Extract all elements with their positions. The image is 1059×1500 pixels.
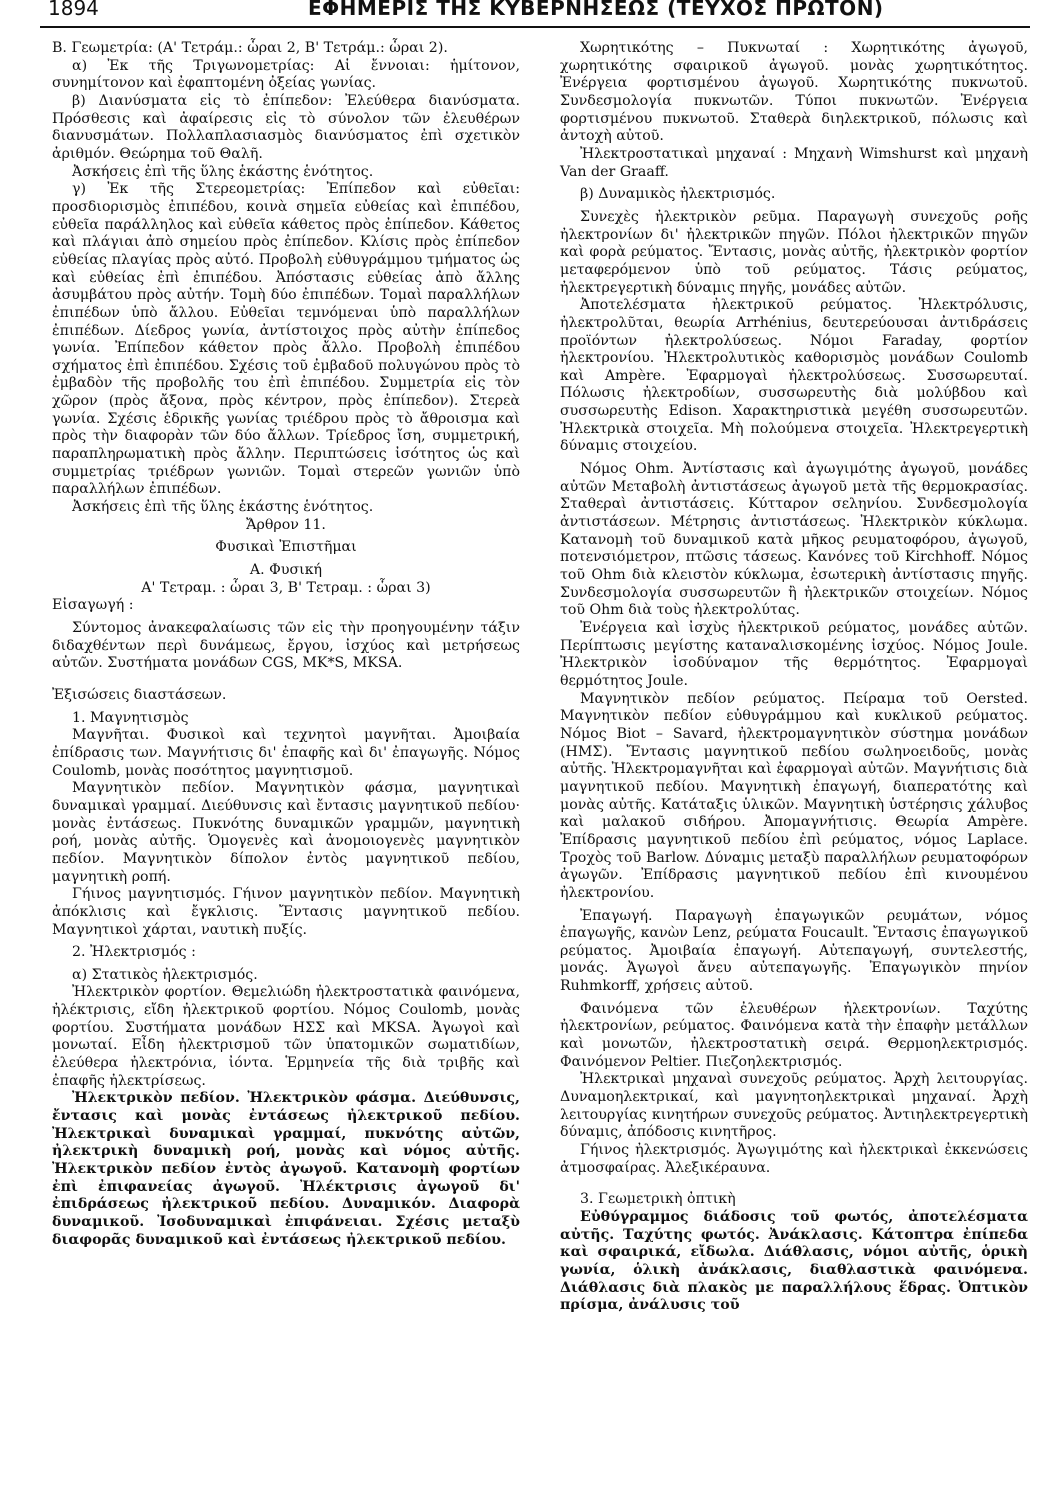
right-column: [560, 40, 1028, 1315]
geometry-heading: Β. Γεωμετρία: (Α' Τετράμ.: ὧραι 2, Β' Τετράμ.: ὧραι 2).: [52, 40, 448, 56]
earth-electricity-paragraph: Γήινος ἠλεκτρισμός. Ἀγωγιμότης καὶ ἠλεκτρικαὶ ἐκκενώσεις ἀτμοσφαίρας. Ἀλεξικέραυνα.: [560, 1142, 1028, 1176]
static-electricity-heading: α) Στατικὸς ἠλεκτρισμός.: [72, 966, 258, 983]
electricity-heading: 2. Ἠλεκτρισμός :: [72, 944, 196, 961]
dc-machines-paragraph: Ἠλεκτρικαὶ μηχαναὶ συνεχοῦς ρεύματος. Ἀρχὴ λειτουργίας. Δυναμοηλεκτρικαί, καὶ μαγνητοηλεκτρικαὶ μηχαναί. Ἀρχὴ λειτουργίας κινητήρων συνεχοῦς ρεύματος. Ἀντιηλεκτρεγερτικὴ δύναμις, ἀπόδοσις κινητῆρος.: [560, 1071, 1028, 1141]
exercises-line-1: Ἀσκήσεις ἐπὶ τῆς ὕλης ἑκάστης ἑνότητος.: [72, 163, 374, 180]
induction-paragraph: Ἐπαγωγή. Παραγωγὴ ἐπαγωγικῶν ρευμάτων, νόμος ἐπαγωγῆς, κανὼν Lenz, ρεύματα Foucault. Ἔντασις ἐπαγωγικοῦ ρεύματος. Ἀμοιβαία ἐπαγωγή. Αὐτεπαγωγή, συντελεστής, μονάς. Ἀγωγοὶ ἄνευ αὐτεπαγωγῆς. Ἐπαγωγικὸν πηνίον Ruhmkorff, χρήσεις αὐτοῦ.: [560, 907, 1028, 995]
dimension-equations: Ἐξισώσεις διαστάσεων.: [52, 686, 227, 703]
magnets-paragraph: Μαγνῆται. Φυσικοὶ καὶ τεχνητοὶ μαγνῆται. Ἀμοιβαία ἐπίδρασις των. Μαγνήτισις δι' ἐπαφῆς καὶ δι' ἐπαγωγῆς. Νόμος Coulomb, μονὰς ποσότητος μαγνητισμοῦ.: [52, 727, 520, 779]
left-column: [52, 40, 520, 1249]
earth-magnetism-paragraph: Γήινος μαγνητισμός. Γήινον μαγνητικὸν πεδίον. Μαγνητικὴ ἀπόκλισις καὶ ἔγκλισις. Ἔντασις μαγνητικοῦ πεδίου. Μαγνητικοὶ χάρται, ναυτικὴ πυξίς.: [52, 886, 520, 938]
geometric-optics-heading: 3. Γεωμετρικὴ ὀπτικὴ: [580, 1191, 736, 1208]
physics-hours: Α' Τετραμ. : ὧραι 3, Β' Τετραμ. : ὧραι 3): [141, 579, 431, 596]
page-header: [40, 0, 1030, 28]
ohm-law-paragraph: Νόμος Ohm. Ἀντίστασις καὶ ἀγωγιμότης ἀγωγοῦ, μονάδες αὐτῶν Μεταβολὴ ἀντιστάσεως ἀγωγοῦ μετὰ τῆς θερμοκρασίας. Σταθεραὶ ἀντιστάσεις. Κύτταρον σεληνίου. Συνδεσμολογία ἀντιστάσεων. Μέτρησις ἀντιστάσεως. Ἠλεκτρικὸν κύκλωμα. Κατανομὴ τοῦ δυναμικοῦ κατὰ μῆκος ρευματοφόρου, ἀγωγοῦ, ποτενσιόμετρον, πτῶσις τάσεως. Κανόνες τοῦ Kirchhoff. Νόμος τοῦ Ohm διὰ κλειστὸν κύκλωμα, ἐσωτερικὴ ἀντίστασις πηγῆς. Συνδεσμολογία συσσωρευτῶν ἢ ἠλεκτρικῶν στοιχείων. Νόμος τοῦ Ohm διὰ τοὺς ἠλεκτρολύτας.: [560, 461, 1028, 619]
electrostatic-machines-paragraph: Ἠλεκτροστατικαὶ μηχαναί : Μηχανὴ Wimshurst καὶ μηχανὴ Van der Graaff.: [560, 145, 1028, 180]
free-electrons-paragraph: Φαινόμενα τῶν ἐλευθέρων ἠλεκτρονίων. Ταχύτης ἠλεκτρονίων, ρεύματος. Φαινόμενα κατὰ τὴν ἐπαφὴν μετάλλων καὶ μονωτῶν, ἠλεκτροστατικὴ σειρά. Θερμοηλεκτρισμός. Φαινόμενον Peltier. Πιεζοηλεκτρισμός.: [560, 1000, 1028, 1070]
vectors-paragraph: β) Διανύσματα εἰς τὸ ἐπίπεδον: Ἐλεύθερα διανύσματα. Πρόσθεσις καὶ ἀφαίρεσις εἰς τὸ σύνολον τῶν ἐλευθέρων διανυσμάτων. Πολλαπλασιασμὸς διανύσματος ἐπὶ σχετικὸν ἀριθμόν. Θεώρημα τοῦ Θαλῆ.: [52, 92, 520, 162]
electric-charge-paragraph: Ἠλεκτρικὸν φορτίον. Θεμελιώδη ἠλεκτροστατικὰ φαινόμενα, ἠλέκτρισις, εἴδη ἠλεκτρικοῦ φορτίου. Νόμος Coulomb, μονὰς φορτίου. Συστήματα μονάδων ΗΣΣ καὶ MKSA. Ἀγωγοὶ καὶ μονωταί. Εἶδη ἠλεκτρισμοῦ τῶν ὑπατομικῶν σωματιδίων, ἐλεύθερα ἠλεκτρόνια, ἰόντα. Ἑρμηνεία τῆς διὰ τριβῆς καὶ ἐπαφῆς ἠλεκτρίσεως.: [52, 984, 520, 1089]
introduction-paragraph: Σύντομος ἀνακεφαλαίωσις τῶν εἰς τὴν προηγουμένην τάξιν διδαχθέντων περὶ δυνάμεως, ἔργου, ἰσχύος καὶ μετρήσεως αὐτῶν. Συστήματα μονάδων CGS, MK*S, MKSA.: [52, 620, 520, 672]
joule-paragraph: Ἐνέργεια καὶ ἰσχὺς ἠλεκτρικοῦ ρεύματος, μονάδες αὐτῶν. Περίπτωσις μεγίστης καταναλισκομένης ἰσχύος. Νόμος Joule. Ἠλεκτρικὸν ἰσοδύναμον τῆς θερμότητος. Ἐφαρμογαὶ θερμότητος Joule.: [560, 620, 1028, 689]
trigonometry-paragraph: α) Ἐκ τῆς Τριγωνομετρίας: Αἱ ἔννοιαι: ἡμίτονον, συνημίτονον καὶ ἐφαπτομένη ὀξείας γωνίας.: [52, 57, 520, 92]
magnetism-heading: 1. Μαγνητισμὸς: [72, 709, 189, 726]
sciences-heading: Φυσικαὶ Ἐπιστῆμαι: [215, 539, 357, 556]
dynamic-electricity-heading: β) Δυναμικὸς ἠλεκτρισμός.: [580, 186, 776, 203]
current-effects-paragraph: Ἀποτελέσματα ἠλεκτρικοῦ ρεύματος. Ἠλεκτρόλυσις, ἠλεκτρολῦται, θεωρία Arrhénius, δευτερεύουσαι ἀντιδράσεις προϊόντων ἠλεκτρολύσεως. Νόμοι Faraday, φορτίον ἠλεκτρονίου. Ἠλεκτρολυτικὸς καθορισμὸς μονάδων Coulomb καὶ Ampère. Ἐφαρμογαὶ ἠλεκτρολύσεως. Συσσωρευταί. Πόλωσις ἠλεκτροδίων, συσσωρευτὴς διὰ μολύβδου καὶ συσσωρευτὴς Edison. Χαρακτηριστικὰ μεγέθη συσσωρευτῶν. Ἠλεκτρικὰ στοιχεῖα. Μὴ πολούμενα στοιχεῖα. Ἠλεκτρεγερτικὴ δύναμις στοιχείου.: [560, 297, 1028, 455]
capacitance-paragraph: Χωρητικότης – Πυκνωταί : Χωρητικότης ἀγωγοῦ, χωρητικότης σφαιρικοῦ ἀγωγοῦ. μονὰς χωρητικότητος. Ἐνέργεια φορτισμένου ἀγωγοῦ. Χωρητικότης πυκνωτοῦ. Συνδεσμολογία πυκνωτῶν. Τύποι πυκνωτῶν. Ἐνέργεια φορτισμένου πυκνωτοῦ. Σταθερὰ διηλεκτρικοῦ, πόλωσις καὶ ἀντοχὴ αὐτοῦ.: [560, 40, 1028, 145]
gazette-title: ΕΦΗΜΕΡΙΣ ΤΗΣ ΚΥΒΕΡΝΗΣΕΩΣ (ΤΕΥΧΟΣ ΠΡΩΤΟΝ): [308, 0, 884, 20]
article-number: Ἄρθρον 11.: [246, 516, 326, 533]
stereometry-paragraph: γ) Ἐκ τῆς Στερεομετρίας: Ἐπίπεδον καὶ εὐθεῖαι: προσδιορισμὸς ἐπιπέδου, κοινὰ σημεῖα εὐθείας καὶ ἐπιπέδου, εὐθεῖα παράλληλος καὶ εὐθεῖα κάθετος πρὸς ἐπίπεδον. Κάθετος καὶ πλάγιαι ἀπὸ σημείου πρὸς ἐπίπεδον. Κλίσις πρὸς ἐπίπεδον εὐθείας πλαγίας πρὸς αὐτό. Προβολὴ εὐθυγράμμου τμήματος ὡς καὶ εὐθείας ἐπὶ ἐπιπέδου. Ἀπόστασις εὐθείας ἀπὸ ἄλλης ἀσυμβάτου πρὸς αὐτήν. Τομὴ δύο ἐπιπέδων. Τομαὶ παραλλήλων ἐπιπέδων ὑπὸ ἄλλου. Εὐθεῖαι τεμνόμεναι ὑπὸ παραλλήλων ἐπιπέδων. Δίεδρος γωνία, ἀντίστοιχος πρὸς αὐτὴν ἐπίπεδος γωνία. Ἐπίπεδον κάθετον πρὸς ἄλλο. Προβολὴ ἐπιπέδου σχήματος ἐπὶ ἐπιπέδου. Σχέσις τοῦ ἐμβαδοῦ πολυγώνου πρὸς τὸ ἐμβαδὸν τῆς προβολῆς του ἐπὶ ἐπιπέδου. Συμμετρία εἰς τὸν χῶρον (πρὸς ἄξονα, πρὸς κέντρον, πρὸς ἐπίπεδον). Στερεὰ γωνία. Σχέσις ἑδρικῆς γωνίας τριέδρου πρὸς τὸ ἄθροισμα καὶ πρὸς τὴν διαφορὰν τῶν δύο ἄλλων. Τρίεδρος ἴση, συμμετρική, παραπληρωματικὴ πρὸς ἄλλην. Περιπτώσεις ἰσότητος ὡς καὶ συμμετρίας τριέδρων γωνιῶν. Τομαὶ στερεῶν γωνιῶν ὑπὸ παραλλήλων ἐπιπέδων.: [52, 181, 520, 498]
physics-heading: Α. Φυσική: [249, 562, 323, 579]
electric-field-paragraph: Ἠλεκτρικὸν πεδίον. Ἠλεκτρικὸν φάσμα. Διεύθυνσις, ἔντασις καὶ μονὰς ἐντάσεως ἠλεκτρικοῦ πεδίου. Ἠλεκτρικαὶ δυναμικαὶ γραμμαί, πυκνότης αὐτῶν, ἠλεκτρικὴ δυναμικὴ ροή, μονὰς καὶ νόμος αὐτῆς. Ἠλεκτρικὸν πεδίον ἐντὸς ἀγωγοῦ. Κατανομὴ φορτίων ἐπὶ ἐπιφανείας ἀγωγοῦ. Ἠλέκτρισις ἀγωγοῦ δι' ἐπιδράσεως ἠλεκτρικοῦ πεδίου. Δυναμικόν. Διαφορὰ δυναμικοῦ. Ἰσοδυναμικαὶ ἐπιφάνειαι. Σχέσις μεταξὺ διαφορᾶς δυναμικοῦ καὶ ἐντάσεως ἠλεκτρικοῦ πεδίου.: [52, 1090, 520, 1248]
page-number: 1894: [48, 0, 99, 20]
magnetic-field-paragraph: Μαγνητικὸν πεδίον. Μαγνητικὸν φάσμα, μαγνητικαὶ δυναμικαὶ γραμμαί. Διεύθυνσις καὶ ἔντασις μαγνητικοῦ πεδίου· μονὰς ἐντάσεως. Πυκνότης δυναμικῶν γραμμῶν, μαγνητικὴ ροή, μονὰς αὐτῆς. Ὁμογενὲς καὶ ἀνομοιογενὲς μαγνητικὸν πεδίον. Μαγνητικὸν δίπολον ἐντὸς μαγνητικοῦ πεδίου, μαγνητικὴ ροπή.: [52, 780, 520, 885]
introduction-label: Εἰσαγωγή :: [52, 597, 134, 614]
light-propagation-paragraph: Εὐθύγραμμος διάδοσις τοῦ φωτός, ἀποτελέσματα αὐτῆς. Ταχύτης φωτός. Ἀνάκλασις. Κάτοπτρα ἐπίπεδα καὶ σφαιρικά, εἴδωλα. Διάθλασις, νόμοι αὐτῆς, ὁρικὴ γωνία, ὁλικὴ ἀνάκλασις, διαθλαστικὰ φαινόμενα. Διάθλασις διὰ πλακὸς με παραλλήλους ἕδρας. Ὀπτικὸν πρίσμα, ἀνάλυσις τοῦ: [560, 1209, 1028, 1314]
current-magnetic-field-paragraph: Μαγνητικὸν πεδίον ρεύματος. Πείραμα τοῦ Oersted. Μαγνητικὸν πεδίον εὐθυγράμμου καὶ κυκλικοῦ ρεύματος. Νόμος Biot – Savard, ἠλεκτρομαγνητικὸν σύστημα μονάδων (ΗΜΣ). Ἔντασις μαγνητικοῦ πεδίου σωληνοειδοῦς, μονὰς αὐτῆς. Ἠλεκτρομαγνῆται καὶ ἐφαρμογαὶ αὐτῶν. Μαγνήτισις διὰ μαγνητικοῦ πεδίου. Μαγνητικὴ ἐπαγωγή, διαπερατότης καὶ μονὰς αὐτῆς. Κατάταξις ὑλικῶν. Μαγνητικὴ ὑστέρησις χάλυβος καὶ μαλακοῦ σιδήρου. Ἀπομαγνήτισις. Θεωρία Ampère. Ἐπίδρασις μαγνητικοῦ πεδίου ἐπὶ ρεύματος, νόμος Laplace. Τροχὸς τοῦ Barlow. Δύναμις μεταξὺ παραλλήλων ρευματοφόρων ἀγωγῶν. Ἐπίδρασις μαγνητικοῦ πεδίου ἐπὶ κινουμένου ἠλεκτρονίου.: [560, 690, 1028, 901]
direct-current-paragraph: Συνεχὲς ἠλεκτρικὸν ρεῦμα. Παραγωγὴ συνεχοῦς ροῆς ἠλεκτρονίων δι' ἠλεκτρικῶν πηγῶν. Πόλοι ἠλεκτρικῶν πηγῶν καὶ φορὰ ρεύματος. Ἔντασις, μονὰς αὐτῆς, ἠλεκτρικὸν φορτίον μεταφερόμενον ὑπὸ τοῦ ρεύματος. Τάσις ρεύματος, ἠλεκτρεγερτικὴ δύναμις πηγῆς, μονάδες αὐτῶν.: [560, 208, 1028, 296]
exercises-line-2: Ἀσκήσεις ἐπὶ τῆς ὕλης ἑκάστης ἑνότητος.: [72, 499, 374, 516]
